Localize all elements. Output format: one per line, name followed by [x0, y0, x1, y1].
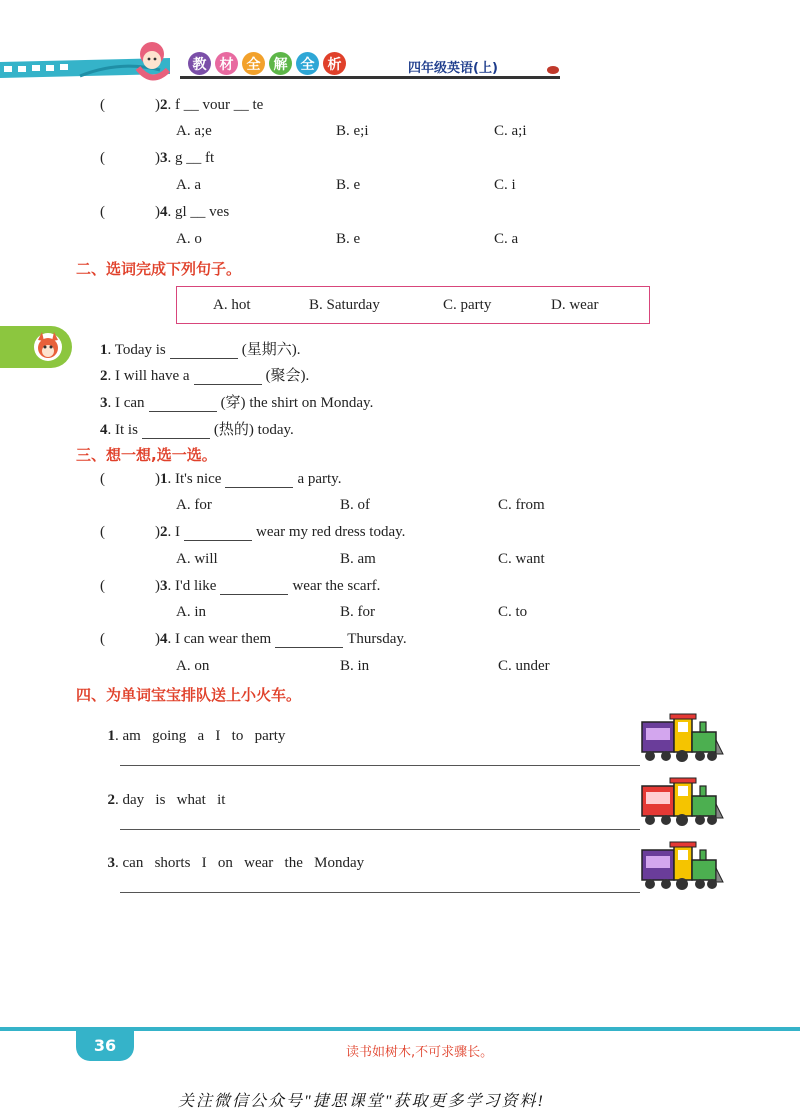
word-scramble: 1. am going a I to party — [107, 728, 286, 744]
question-text: g __ ft — [175, 150, 215, 166]
section-heading: 四、为单词宝宝排队送上小火车。 — [76, 686, 302, 704]
answer-line[interactable] — [120, 765, 640, 766]
question-row: ( )3. g __ ft — [100, 150, 215, 166]
footer-motto: 读书如树木,不可求骤长。 — [346, 1045, 494, 1060]
question-number: 2 — [107, 792, 115, 808]
option: A. on — [176, 658, 210, 674]
option: A. a;e — [176, 123, 212, 139]
title-badge: 全 — [242, 52, 265, 75]
chinese-hint: (穿) — [220, 395, 246, 411]
chinese-hint: (热的) — [213, 422, 254, 438]
question-text: I'd like — [175, 578, 217, 594]
word-choice: A. hot — [213, 297, 251, 313]
question-text: wear the scarf. — [292, 578, 381, 594]
chinese-hint: (星期六). — [241, 342, 301, 358]
question-text: I can wear them — [175, 631, 272, 647]
answer-blank[interactable] — [170, 344, 238, 359]
option: C. i — [494, 177, 516, 193]
word-box — [176, 286, 650, 324]
sentence-text: It is — [115, 422, 138, 438]
question-number: 2 — [100, 368, 108, 384]
question-row: ( )2. I wear my red dress today. — [100, 524, 406, 540]
question-text: f __ vour __ te — [175, 97, 264, 113]
page-number-tab — [76, 1031, 134, 1061]
question-row: ( )2. f __ vour __ te — [100, 97, 264, 113]
sentence-row: 4. It is (热的) today. — [100, 422, 294, 438]
answer-blank[interactable] — [194, 370, 262, 385]
sentence-row: 1. Today is (星期六). — [100, 342, 301, 358]
sentence-text: the shirt on Monday. — [249, 395, 374, 411]
word-scramble: 3. can shorts I on wear the Monday — [107, 855, 365, 871]
question-row: ( )4. I can wear them Thursday. — [100, 631, 407, 647]
sentence-row: 3. I can (穿) the shirt on Monday. — [100, 395, 374, 411]
scrambled-words: day is what it — [122, 792, 226, 808]
sentence-text: I can — [115, 395, 145, 411]
question-number: 1 — [107, 728, 115, 744]
question-number: 4 — [100, 422, 108, 438]
option: A. for — [176, 497, 212, 513]
word-choice: D. wear — [551, 297, 599, 313]
option: C. to — [498, 604, 528, 620]
option: B. e — [336, 231, 361, 247]
header-subtitle: 四年级英语(上) — [408, 61, 498, 76]
option: A. a — [176, 177, 201, 193]
question-number: 4 — [160, 204, 168, 220]
question-text: wear my red dress today. — [256, 524, 406, 540]
sentence-text: today. — [257, 422, 294, 438]
option: A. will — [176, 551, 218, 567]
header-bar — [0, 40, 800, 92]
answer-blank[interactable] — [149, 397, 217, 412]
train-icon — [640, 710, 724, 766]
question-number: 2 — [160, 524, 168, 540]
question-text: Thursday. — [347, 631, 407, 647]
option: A. o — [176, 231, 202, 247]
option: C. want — [498, 551, 545, 567]
sentence-row: 2. I will have a (聚会). — [100, 368, 310, 384]
option: B. am — [340, 551, 376, 567]
answer-blank[interactable] — [220, 580, 288, 595]
question-number: 2 — [160, 97, 168, 113]
page-number: 36 — [93, 1036, 117, 1055]
option: C. under — [498, 658, 550, 674]
question-row: ( )3. I'd like wear the scarf. — [100, 578, 381, 594]
word-choice: C. party — [443, 297, 492, 313]
title-badge: 解 — [269, 52, 292, 75]
train-icon — [640, 774, 724, 830]
option: C. from — [498, 497, 545, 513]
option: B. e;i — [336, 123, 369, 139]
title-badge: 材 — [215, 52, 238, 75]
header-decoration — [0, 40, 800, 92]
option: B. for — [340, 604, 375, 620]
scrambled-words: am going a I to party — [122, 728, 286, 744]
question-row: ( )4. gl __ ves — [100, 204, 230, 220]
title-badge: 全 — [296, 52, 319, 75]
answer-blank[interactable] — [275, 633, 343, 648]
question-text: I — [175, 524, 180, 540]
fox-mascot-icon — [0, 326, 72, 368]
question-row: ( )1. It's nice a party. — [100, 471, 342, 487]
option: C. a — [494, 231, 519, 247]
option: C. a;i — [494, 123, 527, 139]
train-icon — [640, 838, 724, 894]
word-scramble: 2. day is what it — [107, 792, 226, 808]
scrambled-words: can shorts I on wear the Monday — [122, 855, 365, 871]
answer-blank[interactable] — [225, 473, 293, 488]
option: A. in — [176, 604, 206, 620]
question-number: 3 — [160, 150, 168, 166]
sentence-text: Today is — [114, 342, 166, 358]
option: B. e — [336, 177, 361, 193]
section-heading: 三、想一想,选一选。 — [76, 446, 217, 464]
option: B. in — [340, 658, 370, 674]
side-tab — [0, 326, 72, 368]
answer-line[interactable] — [120, 829, 640, 830]
option: B. of — [340, 497, 370, 513]
answer-line[interactable] — [120, 892, 640, 893]
sentence-text: I will have a — [115, 368, 190, 384]
answer-blank[interactable] — [184, 526, 252, 541]
question-number: 3 — [100, 395, 108, 411]
question-text: gl __ ves — [175, 204, 230, 220]
question-number: 4 — [160, 631, 168, 647]
title-badge: 教 — [188, 52, 211, 75]
header-title — [188, 52, 350, 75]
question-number: 3 — [160, 578, 168, 594]
section-heading: 二、选词完成下列句子。 — [76, 260, 242, 278]
question-number: 1 — [160, 471, 168, 487]
title-badge: 析 — [323, 52, 346, 75]
question-text: It's nice — [175, 471, 222, 487]
question-number: 3 — [107, 855, 115, 871]
watermark: 关注微信公众号"捷思课堂"获取更多学习资料! — [178, 1093, 545, 1110]
chinese-hint: (聚会). — [265, 368, 310, 384]
answer-blank[interactable] — [142, 424, 210, 439]
word-choice: B. Saturday — [309, 297, 380, 313]
question-number: 1 — [100, 342, 108, 358]
question-text: a party. — [297, 471, 342, 487]
